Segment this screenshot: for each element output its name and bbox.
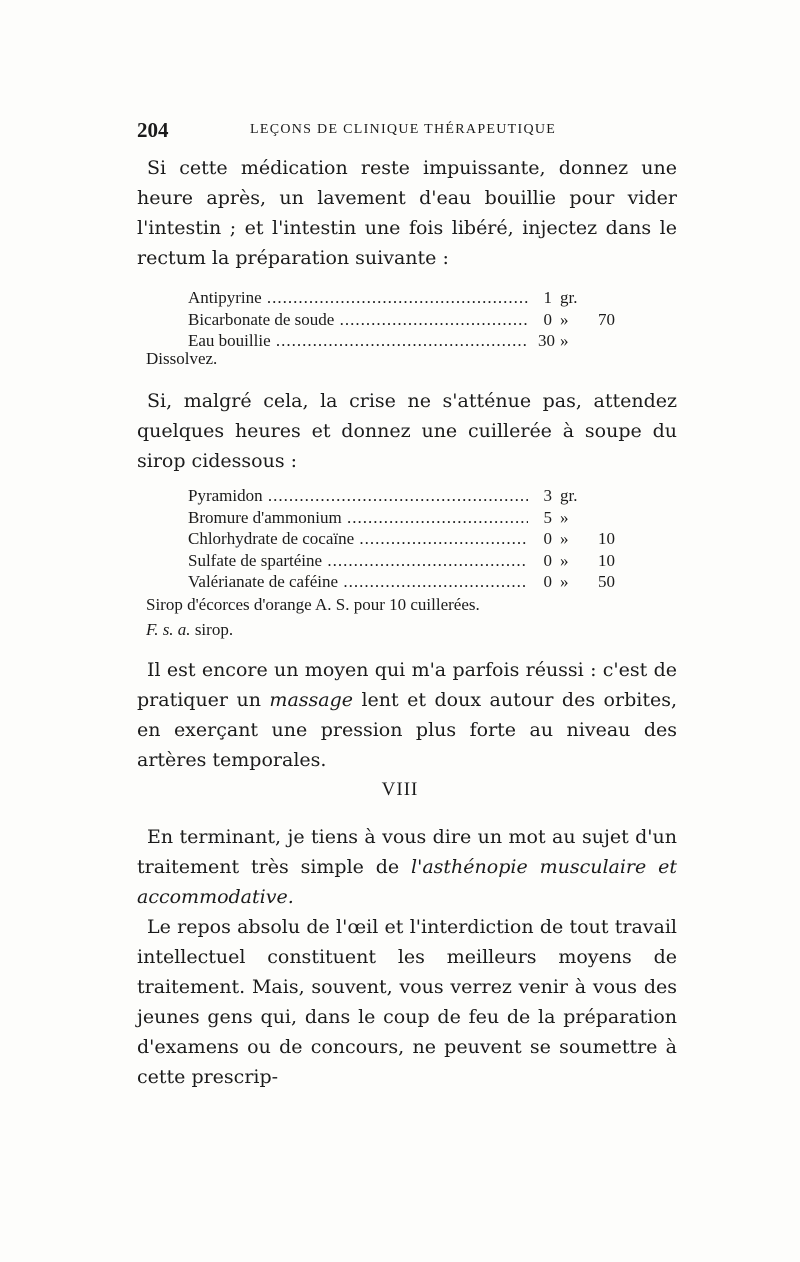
prescription-1-row <box>188 288 628 310</box>
paragraph-5-text: Le repos absolu de l'œil et l'interdiction de tout travail intellectuel constituent les meilleurs moyens de traitement. Mais, souvent, vous verrez venir à vous des jeunes gens qui, dans le coup de feu de la préparation d'examens ou de concours, ne peuvent se soumettre à cette prescrip- <box>137 916 677 1088</box>
paragraph-1 <box>137 153 677 273</box>
ingredient-quantity: 3 <box>543 486 552 505</box>
ingredient-decimal: 10 <box>598 550 615 570</box>
ingredient-quantity: 5 <box>543 507 552 527</box>
paragraph-1-text: Si cette médication reste impuissante, donnez une heure après, un lavement d'eau bouillie pour vider l'intestin ; et l'intestin une fois libéré, injectez dans le rectum la préparation suivante : <box>137 157 677 269</box>
ingredient-unit: » <box>560 309 569 329</box>
prescription-2-instruction <box>146 620 233 640</box>
ingredient-unit: » <box>560 572 569 591</box>
paragraph-2-text: Si, malgré cela, la crise ne s'atténue pas, attendez quelques heures et donnez une cuillerée à soupe du sirop cidessous : <box>137 390 677 472</box>
ingredient-name: Antipyrine ..... <box>188 288 528 308</box>
prescription-1-row <box>188 310 628 332</box>
prescription-2-row <box>188 529 628 551</box>
prescription-2-vehicle: Sirop d'écorces d'orange A. S. pour 10 cuillerées. <box>146 595 480 614</box>
ingredient-unit: gr. <box>560 288 578 307</box>
ingredient-decimal: 50 <box>598 572 615 591</box>
prescription-1-row <box>188 331 628 353</box>
ingredient-name: Chlorhydrate de cocaïne ..... <box>188 529 528 549</box>
prescription-2-row <box>188 551 628 573</box>
section-heading: VIII <box>381 779 419 800</box>
ingredient-name: Bicarbonate de soude ..... <box>188 310 528 330</box>
paragraph-5 <box>137 912 677 1092</box>
running-title: LEÇONS DE CLINIQUE THÉRAPEUTIQUE <box>250 122 557 137</box>
paragraph-3 <box>137 655 677 775</box>
fs-a-abbreviation: F. s. a. <box>146 620 191 639</box>
ingredient-quantity: 30 <box>538 331 555 350</box>
prescription-2-form: sirop. <box>194 620 234 639</box>
ingredient-unit: gr. <box>560 486 578 505</box>
prescription-1-instruction: Dissolvez. <box>146 349 218 368</box>
paragraph-4-emphasis: l'asthénopie musculaire et accommodative. <box>137 856 677 908</box>
ingredient-quantity: 1 <box>543 288 552 307</box>
ingredient-unit: » <box>560 507 569 527</box>
ingredient-quantity: 0 <box>543 529 552 548</box>
prescription-2-row <box>188 508 628 530</box>
prescription-1 <box>188 288 628 353</box>
paragraph-4-text: En terminant, je tiens à vous dire un mot au sujet d'un traitement très simple de <box>137 826 677 878</box>
prescription-2-row <box>188 486 628 508</box>
paragraph-3-emphasis: massage <box>269 689 354 711</box>
ingredient-name: Pyramidon ..... <box>188 486 528 506</box>
ingredient-quantity: 0 <box>543 550 552 570</box>
paragraph-3-text-end: lent et doux autour des orbites, en exerçant une pression plus forte au niveau des artères temporales. <box>137 689 677 771</box>
ingredient-quantity: 0 <box>543 309 552 329</box>
ingredient-decimal: 10 <box>598 529 615 548</box>
ingredient-unit: » <box>560 331 569 350</box>
ingredient-name: Bromure d'ammonium ..... <box>188 508 528 528</box>
paragraph-2 <box>137 386 677 476</box>
prescription-2-row <box>188 572 628 594</box>
prescription-2 <box>188 486 628 594</box>
page-number: 204 <box>137 118 169 142</box>
paragraph-3-text-start: Il est encore un moyen qui m'a parfois réussi : c'est de pratiquer un <box>137 659 677 711</box>
ingredient-name: Valérianate de caféine ..... <box>188 572 528 592</box>
ingredient-unit: » <box>560 529 569 548</box>
ingredient-decimal: 70 <box>598 309 615 329</box>
ingredient-name: Sulfate de spartéine ..... <box>188 551 528 571</box>
ingredient-unit: » <box>560 550 569 570</box>
page-header <box>137 118 677 142</box>
paragraph-4 <box>137 822 677 912</box>
ingredient-name: Eau bouillie ..... <box>188 331 528 351</box>
ingredient-quantity: 0 <box>543 572 552 591</box>
